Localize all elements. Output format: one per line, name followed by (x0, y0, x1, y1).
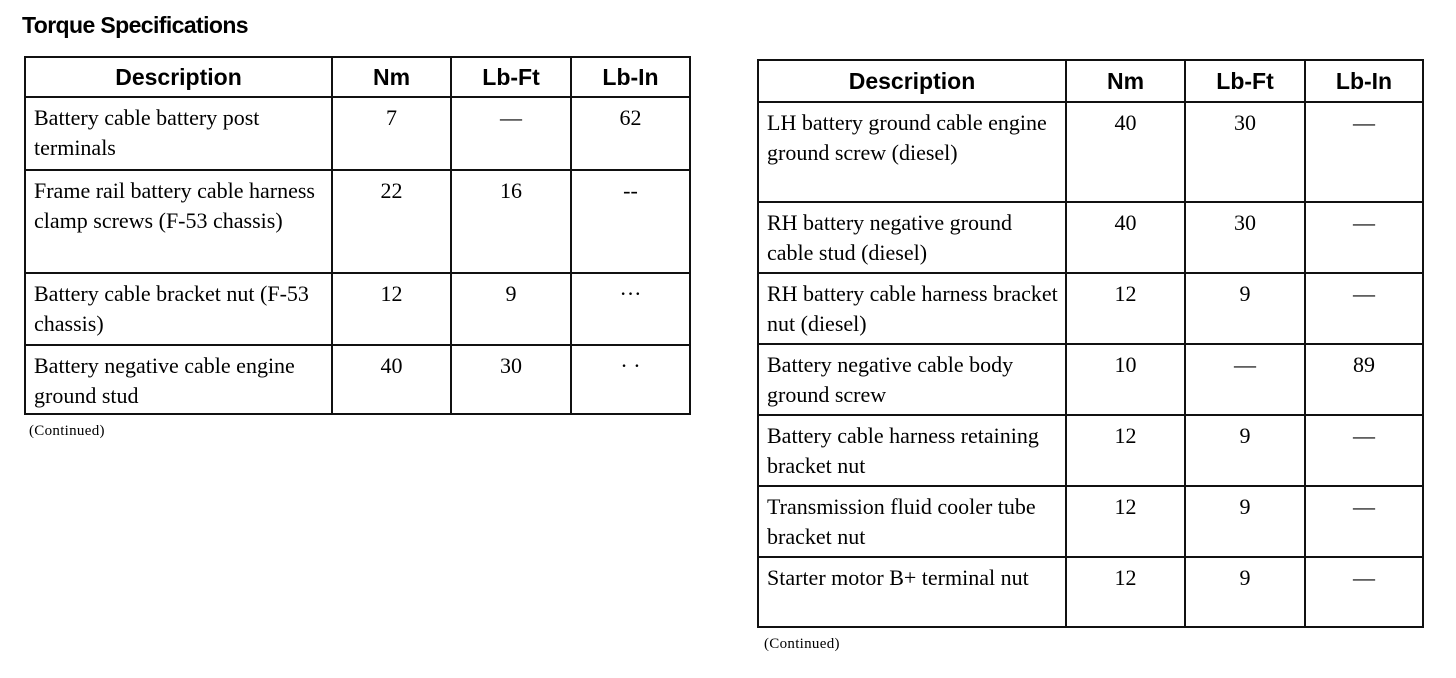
table-row (25, 97, 690, 170)
cell-description: Battery negative cable engine ground stud (25, 345, 332, 414)
cell-lb-in: — (1305, 486, 1423, 557)
cell-nm: 12 (1066, 557, 1185, 627)
table-row (25, 170, 690, 273)
cell-lb-ft: 9 (1185, 415, 1305, 486)
cell-lb-in: · · (571, 345, 690, 414)
header-description: Description (25, 57, 332, 97)
cell-lb-in: -- (571, 170, 690, 273)
continued-note: (Continued) (764, 636, 840, 652)
cell-lb-ft: 9 (1185, 486, 1305, 557)
cell-nm: 40 (1066, 202, 1185, 273)
torque-table-right (757, 59, 1424, 628)
cell-nm: 12 (1066, 273, 1185, 344)
cell-lb-in: — (1305, 273, 1423, 344)
continued-note: (Continued) (29, 423, 105, 439)
cell-lb-ft: — (451, 97, 571, 170)
table-row (25, 273, 690, 345)
cell-lb-in: ··· (571, 273, 690, 345)
cell-description: RH battery cable harness bracket nut (diesel) (758, 273, 1066, 344)
cell-nm: 12 (332, 273, 451, 345)
cell-description: Battery negative cable body ground screw (758, 344, 1066, 415)
table-row (758, 415, 1423, 486)
torque-table-left (24, 56, 691, 415)
table-header-row (758, 60, 1423, 102)
cell-nm: 40 (1066, 102, 1185, 202)
cell-lb-in: — (1305, 202, 1423, 273)
cell-description: LH battery ground cable engine ground screw (diesel) (758, 102, 1066, 202)
cell-description: Transmission fluid cooler tube bracket nut (758, 486, 1066, 557)
header-nm: Nm (332, 57, 451, 97)
cell-lb-ft: 9 (1185, 557, 1305, 627)
table-row (758, 102, 1423, 202)
header-lb-ft: Lb-Ft (1185, 60, 1305, 102)
header-nm: Nm (1066, 60, 1185, 102)
cell-lb-ft: 30 (1185, 102, 1305, 202)
cell-lb-ft: 16 (451, 170, 571, 273)
cell-description: Battery cable bracket nut (F-53 chassis) (25, 273, 332, 345)
table-row (758, 344, 1423, 415)
cell-nm: 12 (1066, 486, 1185, 557)
cell-lb-in: 62 (571, 97, 690, 170)
cell-description: Frame rail battery cable harness clamp screws (F-53 chassis) (25, 170, 332, 273)
cell-description: Battery cable harness retaining bracket nut (758, 415, 1066, 486)
cell-lb-in: — (1305, 102, 1423, 202)
cell-lb-ft: 30 (451, 345, 571, 414)
cell-description: RH battery negative ground cable stud (diesel) (758, 202, 1066, 273)
cell-lb-in: — (1305, 415, 1423, 486)
table-row (25, 345, 690, 414)
cell-lb-ft: 9 (451, 273, 571, 345)
table-row (758, 557, 1423, 627)
cell-nm: 40 (332, 345, 451, 414)
header-description: Description (758, 60, 1066, 102)
header-lb-in: Lb-In (571, 57, 690, 97)
cell-lb-ft: 30 (1185, 202, 1305, 273)
cell-description: Battery cable battery post terminals (25, 97, 332, 170)
cell-nm: 10 (1066, 344, 1185, 415)
cell-nm: 22 (332, 170, 451, 273)
cell-nm: 7 (332, 97, 451, 170)
table-row (758, 273, 1423, 344)
cell-lb-ft: — (1185, 344, 1305, 415)
table-header-row (25, 57, 690, 97)
table-row (758, 486, 1423, 557)
cell-lb-in: 89 (1305, 344, 1423, 415)
cell-nm: 12 (1066, 415, 1185, 486)
table-row (758, 202, 1423, 273)
header-lb-ft: Lb-Ft (451, 57, 571, 97)
cell-lb-ft: 9 (1185, 273, 1305, 344)
page-title: Torque Specifications (22, 12, 248, 38)
cell-description: Starter motor B+ terminal nut (758, 557, 1066, 627)
cell-lb-in: — (1305, 557, 1423, 627)
header-lb-in: Lb-In (1305, 60, 1423, 102)
